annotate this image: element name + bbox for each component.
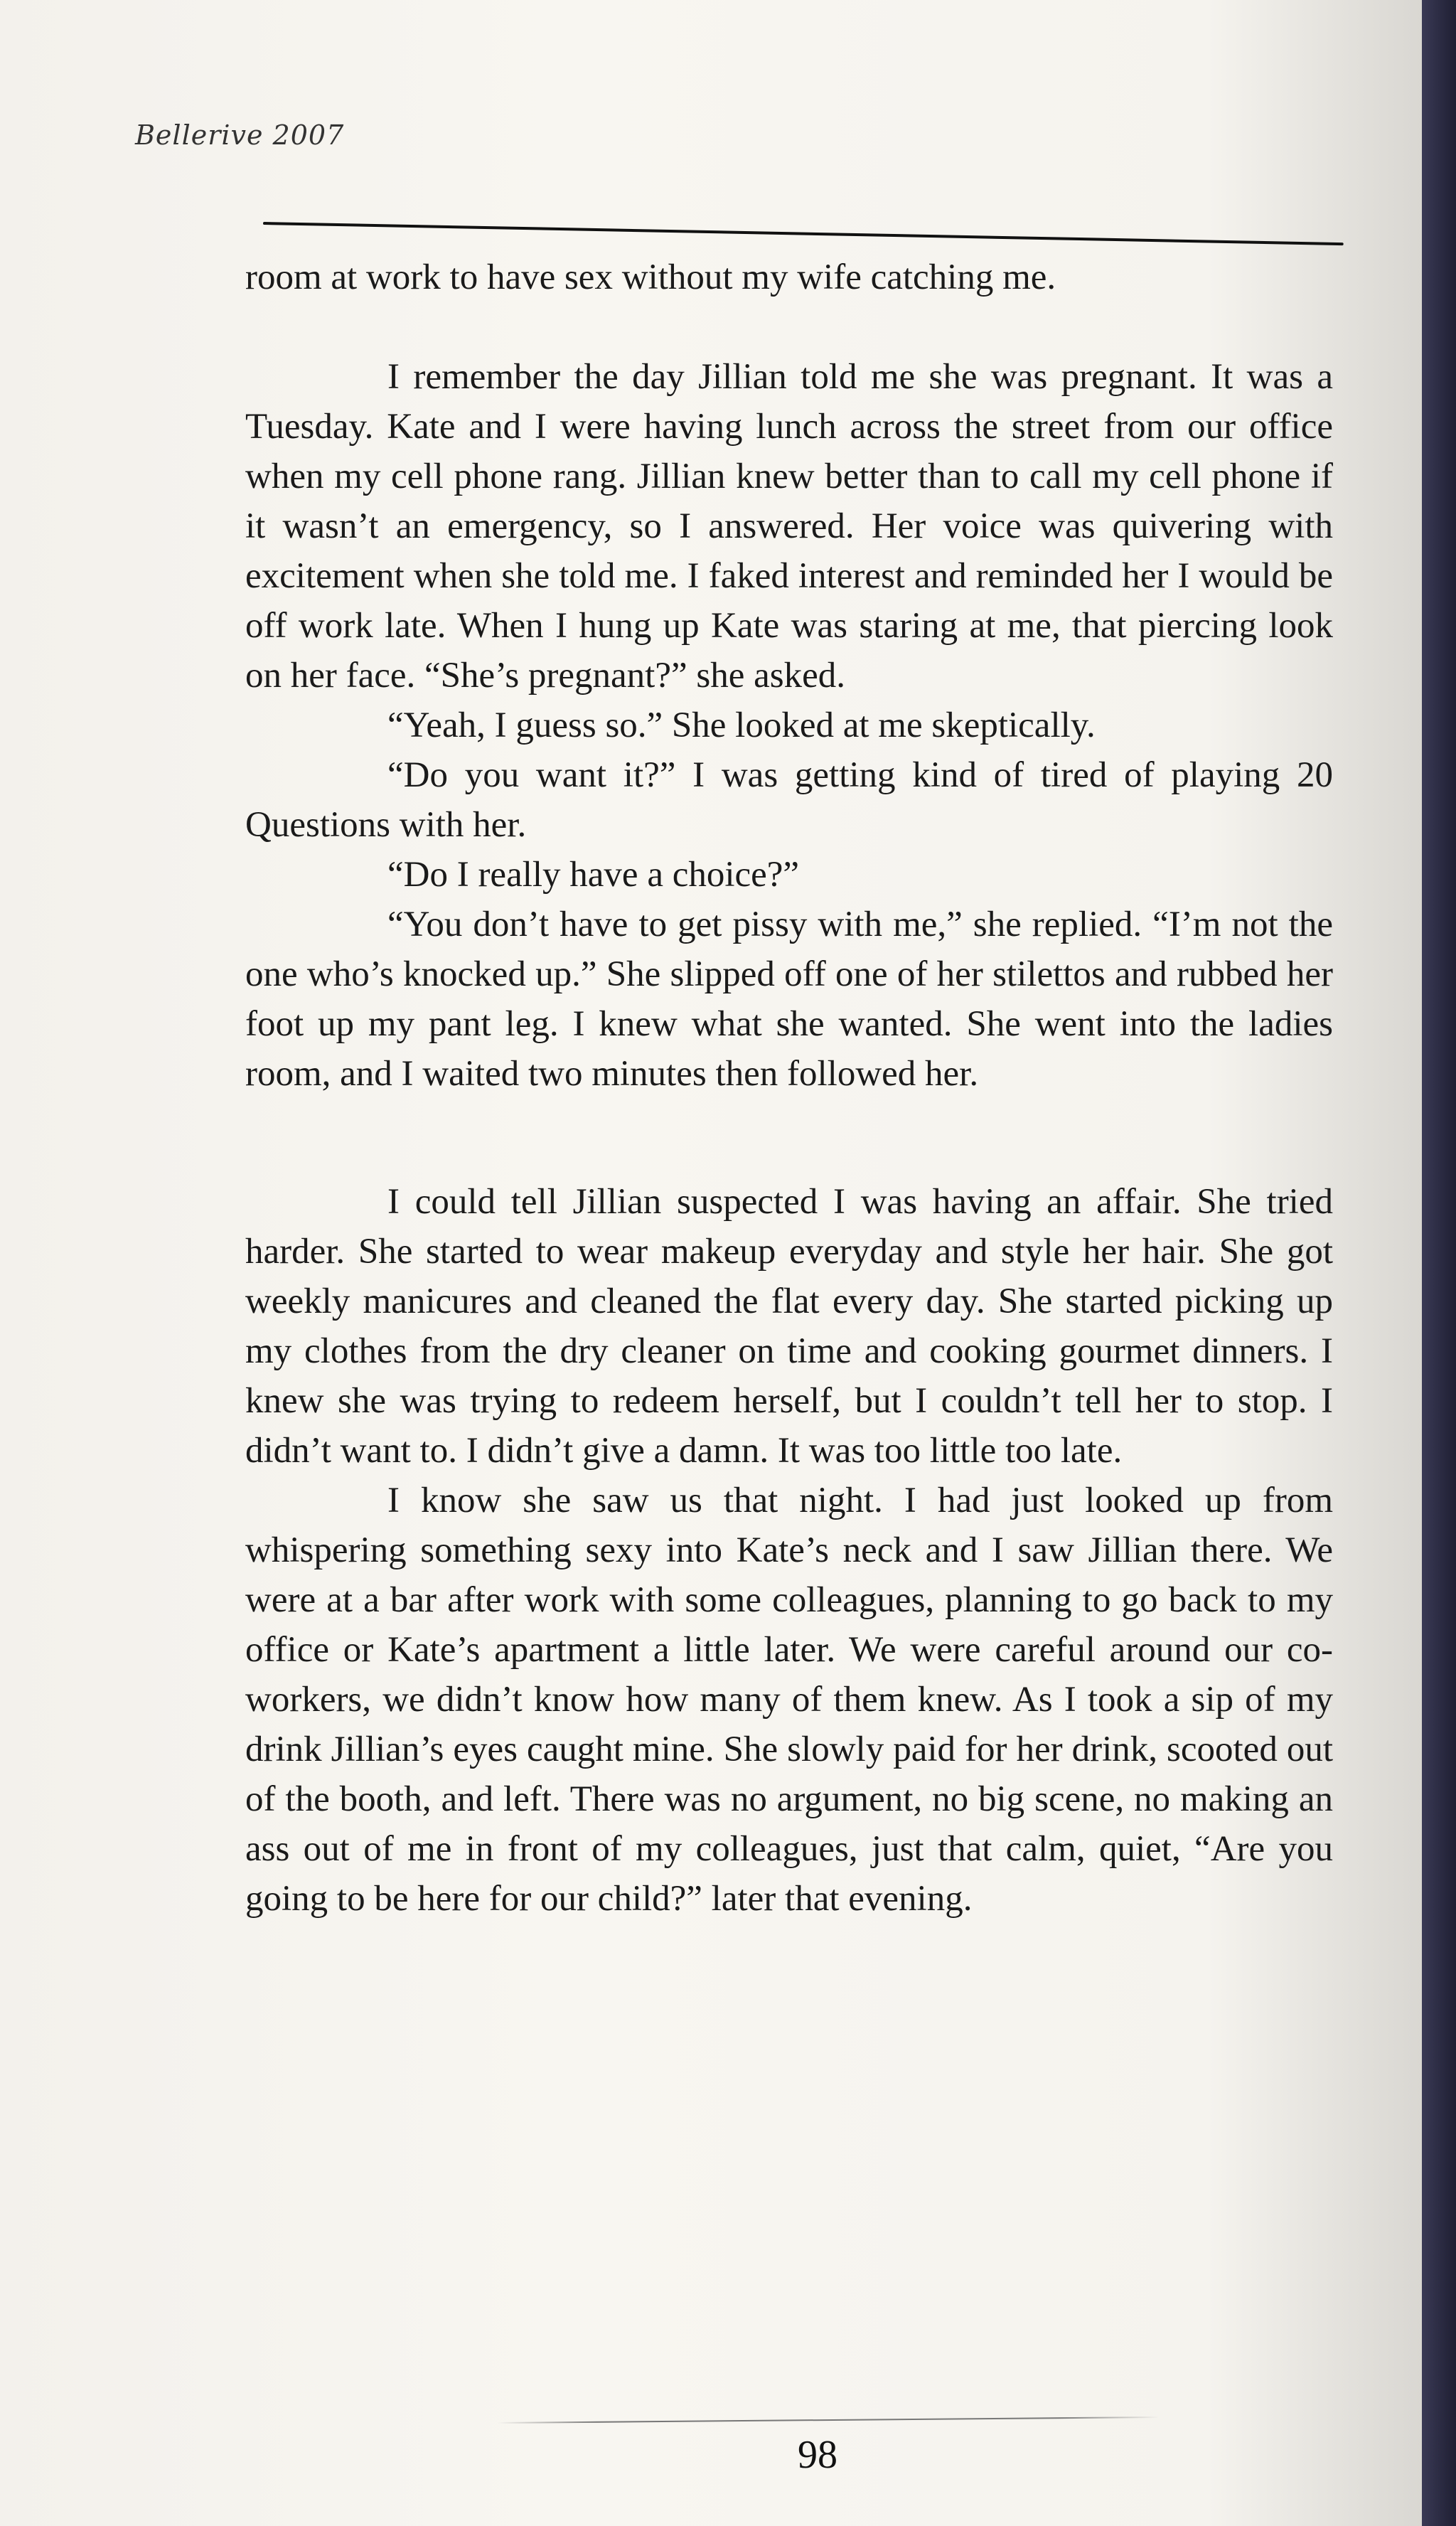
- paragraph: “Do I really have a choice?”: [387, 855, 800, 895]
- page-edge-shadow: [1422, 0, 1456, 2526]
- page-number: 98: [798, 2433, 837, 2477]
- top-rule: [263, 222, 1344, 245]
- paragraph: I remember the day Jillian told me she was pregnant. It was a Tuesday. Kate and I were having lunch across the street from our office when my cell phone rang. Jillian knew better than to call my cell phone if it wasn’t an emergency, so I answered. Her voice was quivering with excitement when she told me. I faked interest and reminded her I would be off work late. When I hung up Kate was staring at me, that piercing look on her face. “She’s pregnant?” she asked.: [245, 357, 1333, 696]
- body-text: [245, 252, 1333, 1924]
- paragraph: I could tell Jillian suspected I was having an affair. She tried harder. She started to wear makeup everyday and style her hair. She got weekly manicures and cleaned the flat every day. She started picking up my clothes from the dry cleaner on time and cooking gourmet dinners. I knew she was trying to redeem herself, but I couldn’t tell her to stop. I didn’t want to. I didn’t give a damn. It was too little too late.: [245, 1182, 1333, 1471]
- paragraph: I know she saw us that night. I had just looked up from whispering something sexy into Kate’s neck and I saw Jillian there. We were at a bar after work with some colleagues, planning to go back to my office or Kate’s apartment a little later. We were careful around our co-workers, we didn’t know how many of them knew. As I took a sip of my drink Jillian’s eyes caught mine. She slowly paid for her drink, scooted out of the booth, and left. There was no argument, no big scene, no making an ass out of me in front of my colleagues, just that calm, quiet, “Are you going to be here for our child?” later that evening.: [245, 1481, 1333, 1919]
- paragraph: “Do you want it?” I was getting kind of tired of playing 20 Questions with her.: [245, 755, 1333, 845]
- paragraph: “You don’t have to get pissy with me,” she replied. “I’m not the one who’s knocked up.” She slipped off one of her stilettos and rubbed her foot up my pant leg. I knew what she wanted. She went into the ladies room, and I waited two minutes then followed her.: [245, 905, 1333, 1094]
- paragraph: room at work to have sex without my wife catching me.: [245, 257, 1056, 297]
- bottom-rule: [498, 2416, 1159, 2424]
- paragraph: “Yeah, I guess so.” She looked at me skeptically.: [387, 705, 1096, 745]
- running-head: Bellerive 2007: [135, 119, 345, 151]
